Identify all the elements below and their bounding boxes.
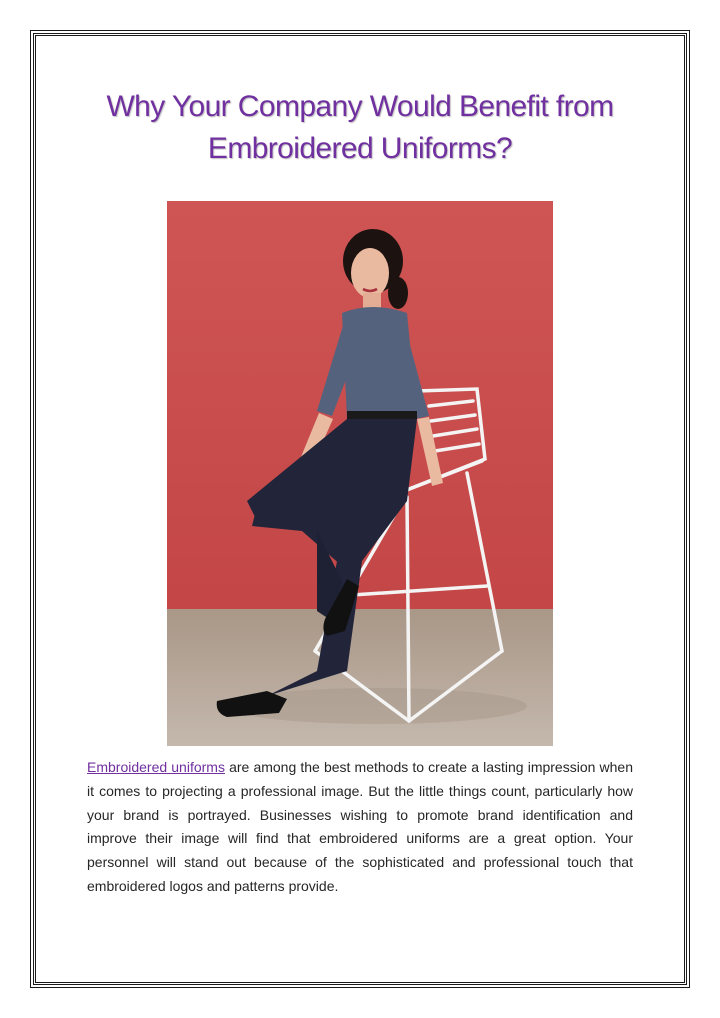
embroidered-uniforms-link[interactable]: Embroidered uniforms bbox=[87, 759, 225, 775]
title-line-1: Why Your Company Would Benefit from bbox=[106, 90, 614, 123]
uniform-photo bbox=[167, 201, 553, 746]
article-body: are among the best methods to create a lasting impression when it comes to projecting a professional image. But the little things count, particularly how your brand is portrayed. Businesses wishing to promote brand identification and improve their image will find that embroidered uniforms are a great option. Your personnel will stand out because of the sophisticated and professional touch that embroidered logos and patterns provide. bbox=[87, 759, 633, 894]
title-line-2: Embroidered Uniforms? bbox=[207, 132, 513, 165]
photo-floor bbox=[167, 609, 553, 746]
uniform-photo-illustration bbox=[167, 201, 553, 746]
belt bbox=[347, 411, 417, 419]
page-title bbox=[60, 86, 660, 170]
article-paragraph bbox=[87, 756, 633, 899]
